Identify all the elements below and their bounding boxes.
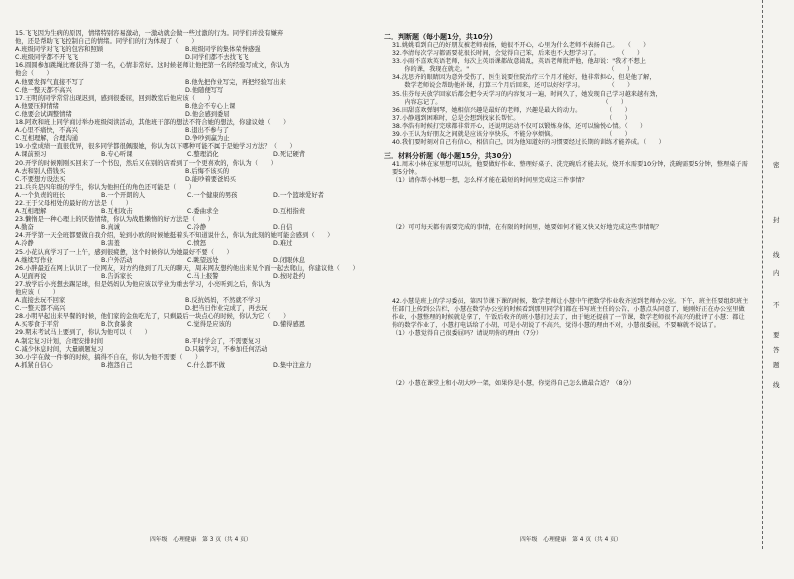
binding-char: 不: [773, 301, 780, 309]
question-text: 28.小明早起出来早餐的时候，他们家的金鱼吃光了，只剩最后一块点心的时候，你认为它（ ）: [15, 313, 290, 321]
option: D.懂得感恩: [273, 321, 306, 329]
option: A.互相理解: [15, 208, 47, 216]
binding-char: 题: [773, 361, 780, 369]
options-row: [0, 127, 372, 135]
option: D.只稿学习，不参加任何活动: [185, 345, 268, 353]
option: C.委曲求全: [187, 208, 219, 216]
options-row: [0, 338, 372, 346]
judge-list: [380, 42, 758, 147]
answer-space: [380, 232, 758, 298]
options-row: [0, 346, 372, 354]
options-row: [0, 257, 372, 265]
question-text: 18.阿欢和班上同学商讨举办班级阅读活动，其他班干部的想法不符合她的想法，你建议她（ ）: [15, 119, 290, 127]
option: A.勤奋: [15, 224, 34, 232]
option: B.真诚: [101, 224, 120, 232]
option: C.一整天都不高兴: [15, 305, 66, 313]
options-row: [0, 362, 372, 370]
options-row: [0, 87, 372, 95]
option: B.告诉家长: [101, 272, 133, 280]
option: A.一个负责的班长: [15, 191, 66, 199]
question-text: 23.懒惰是一种心理上的厌倦情绪，你认为战胜懒惰的好方法是（ ）: [15, 216, 214, 224]
question-text: 17.王明的同学常常出现迟到，感到很委屈，回到教室后他应该（ ）: [15, 94, 214, 102]
judge-item: 33.小雨不喜欢英语老师，每次上英语课都故意捣乱，英语老师批评他，他却说："我才不想上: [392, 58, 646, 66]
option: A.买零食于平常: [15, 321, 59, 329]
option: A.课前预习: [15, 151, 47, 159]
judge-item: 31.姚姚看到自己的好朋友被老师表扬，她很不开心，心里为什么老师不表扬自己。 （ ）: [392, 42, 650, 49]
option: D.自信: [273, 224, 293, 232]
option: B.他先把作业写完，再把经验写出来: [185, 78, 286, 86]
option: D.把当日作业完成了，再去玩: [185, 305, 268, 313]
option: B.害羞: [101, 240, 120, 248]
question-text: 26.小胖最近在网上认识了一位网友，对方约他到了几天的聊天，周末网友想约他出来见个面一起去爬山，你建议他（ ）: [15, 264, 359, 272]
question-text: 27.放学后小亮想去踢足球，但是妈妈认为他应该以学业为重去学习，小亮听到之后，你认为: [15, 280, 271, 288]
option: D.能吵着要爸妈买: [185, 175, 236, 183]
q42-text: 42.小慧是班上的学习委员，第四节课下课的时候，数学老师让小慧中午把数学作业收齐送到老师办公室。下午，班主任要组织班主任部门上传到公告栏，小慧在数学办公室的时候看到那里同学们都在书写班主任的公告，小慧点头同意了，她刚好正在办公室里做作业，小慧整理的时候就是拿了，午饭后收齐的班小慧打过去了，由于她还提前了一节课，数学老师很不高兴的批评了小慧：都让你的数学作业了，小慧打电话给了小胡，可是小胡说了不高兴，觉得小慧的理由不对，小慧很委屈，不要嘛就不说话了。: [392, 297, 749, 329]
judge-item: 35.佳芬每天放学回家后都会把今天学习的内容复习一遍，时间久了，她发现自己学习越来越有劲，: [392, 90, 662, 98]
option: C.减少休息时间，大量刷题复习: [15, 345, 104, 353]
option: B.专心听课: [101, 151, 133, 159]
section-judge-title: 二．判断题（每小题1分，共10分）: [384, 33, 497, 41]
option: D.一个篮球爱好者: [273, 191, 324, 199]
options-row: [0, 192, 372, 200]
question-text: 19.小堂成绩一直很优异，很多同学都很佩服她，你认为以下哪种可能不属于是她学习方法？（ ）: [15, 143, 296, 151]
binding-char: 线: [773, 381, 780, 389]
options-row: [0, 151, 372, 159]
left-page: [0, 0, 372, 579]
binding-char: 答: [773, 346, 780, 354]
option: A.他要压抑情绪: [15, 102, 59, 110]
options-row: [0, 79, 372, 87]
q41-sub2: （2）可可每天都有需要完成的事情，在有限的时间里，她要如何才能又快又好地完成这些事情呢？: [392, 223, 662, 231]
option: D.闭眼休息: [273, 256, 306, 264]
question-text: 29.期末考试马上要到了，你认为他可以（ ）: [15, 329, 151, 337]
binding-char: 封: [773, 216, 780, 224]
q42-sub1: （1）小慧觉得自己很委屈吗？请说明你的理由（7分）: [392, 329, 543, 337]
question-text: 20.开学的时候刚刚买回来了一个书包，然后又在别的店看到了一个更喜欢的，你认为（ ）: [15, 159, 277, 167]
option: A.心里不痛快，不高兴: [15, 127, 78, 135]
question-text: 24.开学第一天全班都要做自我介绍，轮到小欧的时候她挺着头不知道说什么，你认为此刻的她可能会感到（ ）: [15, 232, 334, 240]
judge-item: 36.田甜喜欢弹钢琴，她相信兴趣是最好的老师，兴趣是最大的动力。 （ ）: [392, 106, 631, 114]
option: A.抓紧自信心: [15, 361, 53, 369]
question-text: 22.王于父母相处的最好的方法是（ ）: [15, 199, 133, 207]
option: B.饮食暴食: [101, 321, 133, 329]
option: C.互相理解，合理沟通: [15, 135, 79, 143]
option: B.互相攻击: [101, 208, 133, 216]
question-text: 25.小花认真学习了一上午，感到很疲惫，这个时候你认为她最好不要（ ）: [15, 248, 233, 256]
judge-item: 32.李清每次学习都需要花很长时间，会觉得自己笨，后来也不大想学习了。 （ ）: [392, 50, 644, 58]
options-row: [0, 111, 372, 119]
judge-item: 你的课，我现在就走。" （ ）: [392, 66, 634, 74]
option: B.抱怨自己: [101, 361, 133, 369]
options-row: [0, 168, 372, 176]
option: C.班级同学都不开飞飞: [15, 54, 79, 62]
option: D.死记硬背: [273, 151, 306, 159]
options-row: [0, 176, 372, 184]
options-row: [0, 208, 372, 216]
option: B.退出不参与了: [185, 127, 230, 135]
option: C.一个健康的男孩: [187, 191, 238, 199]
binding-char: 内: [773, 269, 780, 277]
option: D.同学们都不去找飞飞: [185, 54, 249, 62]
option: C.什么都不做: [187, 361, 225, 369]
judge-item: 40.我们要时刻对自己有信心，相信自己，因为他知道好的习惯要经过长期的训练才能养成。（ ）: [392, 139, 665, 147]
option: A.继续写作业: [15, 256, 53, 264]
judge-item: 内容忘记了。 （ ）: [392, 98, 628, 106]
question-text: 他会（ ）: [15, 70, 53, 78]
question-text: 30.小宇在做一件事的时候，搞得不自在，你认为他不需要（ ）: [15, 353, 202, 361]
judge-item: 37.小静遇到困难时，总是会想到找家长帮忙。 （ ）: [392, 114, 631, 122]
option: A.直接去玩不回家: [15, 297, 66, 305]
binding-char: 线: [773, 251, 780, 259]
option: A.冷静: [15, 240, 34, 248]
options-row: [0, 240, 372, 248]
question-text: 15.飞飞因为生病的原因，情绪特别容易激动，一激动就会做一些过激的行为。同学们并没有嫌弃: [15, 30, 284, 37]
question-text: 21.兵兵是四年级的学生，你认为他担任的角色还可能是（ ）: [15, 183, 196, 191]
q41-text: 41.周末小林在家里想可以玩，他要做好作业、整理好桌子、洗完碗后才能去玩，烧开水需要10分钟，洗碗需要5分钟，整理桌子需要5分钟。: [392, 161, 748, 177]
options-row: [0, 103, 372, 111]
option: A.见面再说: [15, 272, 47, 280]
right-footer: 四年级 心理健康 第 4 页（共 4 页）: [520, 537, 622, 543]
option: D.难过: [273, 240, 293, 248]
right-page: [380, 0, 758, 579]
left-footer: 四年级 心理健康 第 3 页（共 4 页）: [150, 537, 252, 543]
judge-item: 39.小王认为好朋友之间就是应该分享快乐，不能分享烦恼。 （ ）: [392, 131, 631, 139]
question-text: 他，还是帮助飞飞控制自己的情绪。同学们的行为体现了（ ）: [15, 38, 198, 46]
binding-char: 密: [773, 161, 780, 169]
option: C.眺望远处: [187, 256, 219, 264]
option: C.不要想方设法买: [15, 175, 66, 183]
question-text: 16.圆圆参加跳绳比赛获得了第一名，心情非常好。这时候老师让他把第一名的经验写成文，你认为: [15, 62, 290, 70]
option: C.觉得是应该的: [187, 321, 232, 329]
option: B.他会不专心上课: [185, 102, 236, 110]
options-row: [0, 273, 372, 281]
option: A.制定复习计划，合理安排时间: [15, 337, 104, 345]
binding-char: 要: [773, 331, 780, 339]
answer-space: [380, 338, 758, 380]
option: D.争吵到赢为止: [185, 135, 230, 143]
judge-item: 38.李浩有时候打完球都非常开心，还说明运动不仅可以锻炼身体，还可以愉悦心情。（ ）: [392, 122, 647, 130]
option: C.整理消化: [187, 151, 219, 159]
option: C.他一整天都不高兴: [15, 86, 72, 94]
option: C.愤怒: [187, 240, 206, 248]
option: D.他随便写写: [185, 86, 224, 94]
q41-sub1: （1）请你帮小林想一想，怎么样才能在最短的时间里完成这三件事情？: [392, 177, 588, 185]
option: D.集中注意力: [273, 361, 312, 369]
option: D.他会感到委屈: [185, 110, 230, 118]
binding-margin: [762, 0, 794, 549]
answer-space: [380, 186, 758, 224]
option: B.班级同学的集体荣誉感强: [185, 46, 261, 54]
option: D.按时赴约: [273, 272, 306, 280]
options-row: [0, 297, 372, 305]
option: B.户外活动: [101, 256, 133, 264]
option: A.去和别人借钱买: [15, 167, 66, 175]
judge-item: 数学老师说会帮助他补课，打算三个月后回来，还可以好好学习。 （ ）: [392, 82, 634, 90]
question-text: 他应该（ ）: [15, 289, 60, 296]
option: B.反抗妈妈，不然就不学习: [185, 297, 261, 305]
q42-sub2: （2）小慧在课堂上和小胡大吵一架，如果你是小慧，你觉得自己怎么做最合适？（8分）: [392, 380, 635, 388]
option: B.后悔不该买的: [185, 167, 230, 175]
option: B.平时学会了，不需要复习: [185, 337, 261, 345]
option: B.一个开朗的人: [101, 191, 146, 199]
option: C.冷静: [187, 224, 206, 232]
option: D.互相指责: [273, 208, 306, 216]
option: A.他要发挥气直接不写了: [15, 78, 85, 86]
option: A.班级同学对飞飞的包容和照顾: [15, 46, 104, 54]
section-analysis-title: 三．材料分析题（每小题15分，共30分）: [384, 152, 516, 161]
option: C.他要会试调整情绪: [15, 110, 72, 118]
judge-item: 34.沈思齐的眼睛因为意外受伤了，医生说要住院治疗三个月才能好，他非常担心，但是他了解，: [392, 74, 656, 82]
option: C.马上报警: [187, 272, 219, 280]
